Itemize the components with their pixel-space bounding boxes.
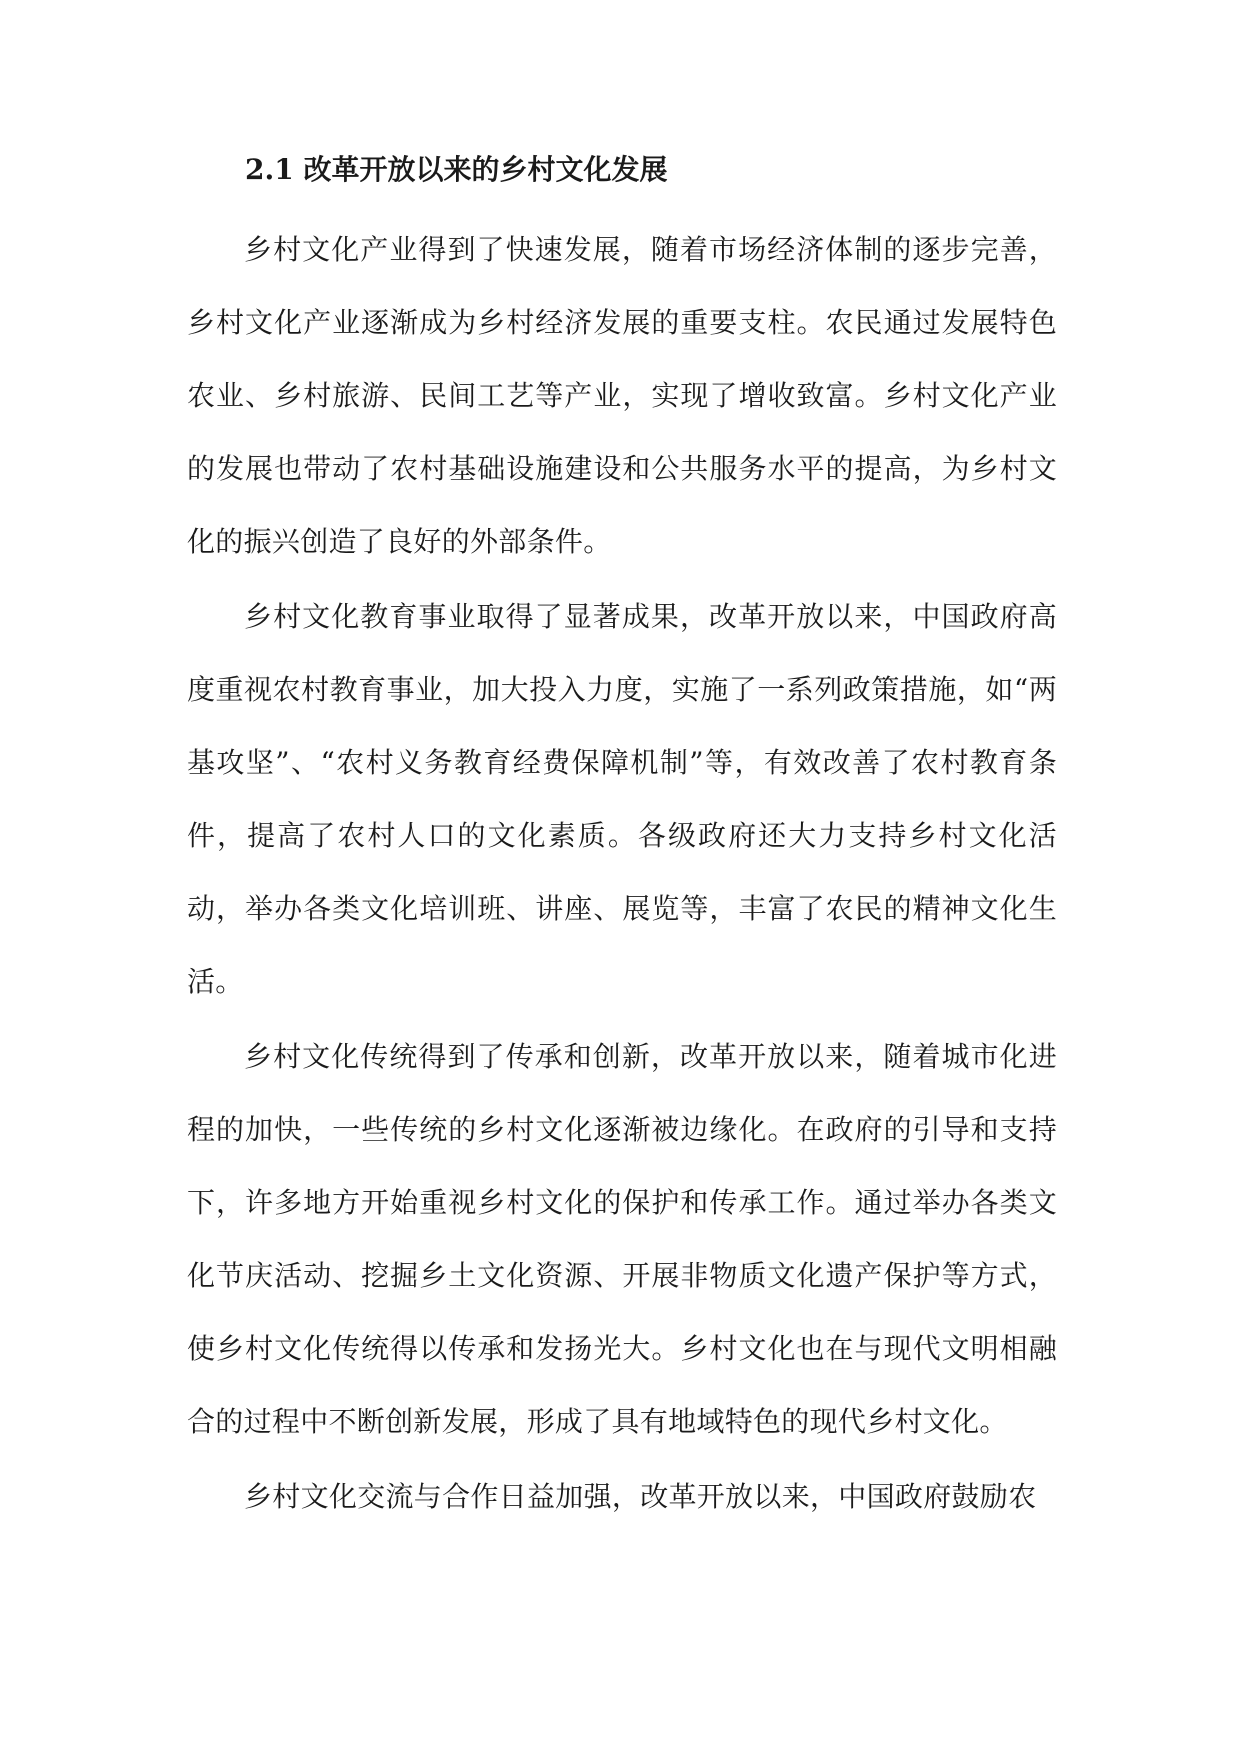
paragraph-rural-culture-industry: 乡村文化产业得到了快速发展，随着市场经济体制的逐步完善，乡村文化产业逐渐成为乡村经济发展的重要支柱。农民通过发展特色农业、乡村旅游、民间工艺等产业，实现了增收致富。乡村文化产业的发展也带动了农村基础设施建设和公共服务水平的提高，为乡村文化的振兴创造了良好的外部条件。 [187, 233, 1057, 558]
paragraph-rural-culture-tradition: 乡村文化传统得到了传承和创新，改革开放以来，随着城市化进程的加快，一些传统的乡村文化逐渐被边缘化。在政府的引导和支持下，许多地方开始重视乡村文化的保护和传承工作。通过举办各类文化节庆活动、挖掘乡土文化资源、开展非物质文化遗产保护等方式，使乡村文化传统得以传承和发扬光大。乡村文化也在与现代文明相融合的过程中不断创新发展，形成了具有地域特色的现代乡村文化。 [187, 1040, 1057, 1438]
section-heading: 2.1 改革开放以来的乡村文化发展 [245, 153, 668, 186]
paragraph-rural-culture-exchange: 乡村文化交流与合作日益加强，改革开放以来，中国政府鼓励农 [244, 1480, 1037, 1513]
paragraph-rural-culture-education: 乡村文化教育事业取得了显著成果，改革开放以来，中国政府高度重视农村教育事业，加大投入力度，实施了一系列政策措施，如“两基攻坚”、“农村义务教育经费保障机制”等，有效改善了农村教育条件，提高了农村人口的文化素质。各级政府还大力支持乡村文化活动，举办各类文化培训班、讲座、展览等，丰富了农民的精神文化生活。 [187, 600, 1057, 998]
